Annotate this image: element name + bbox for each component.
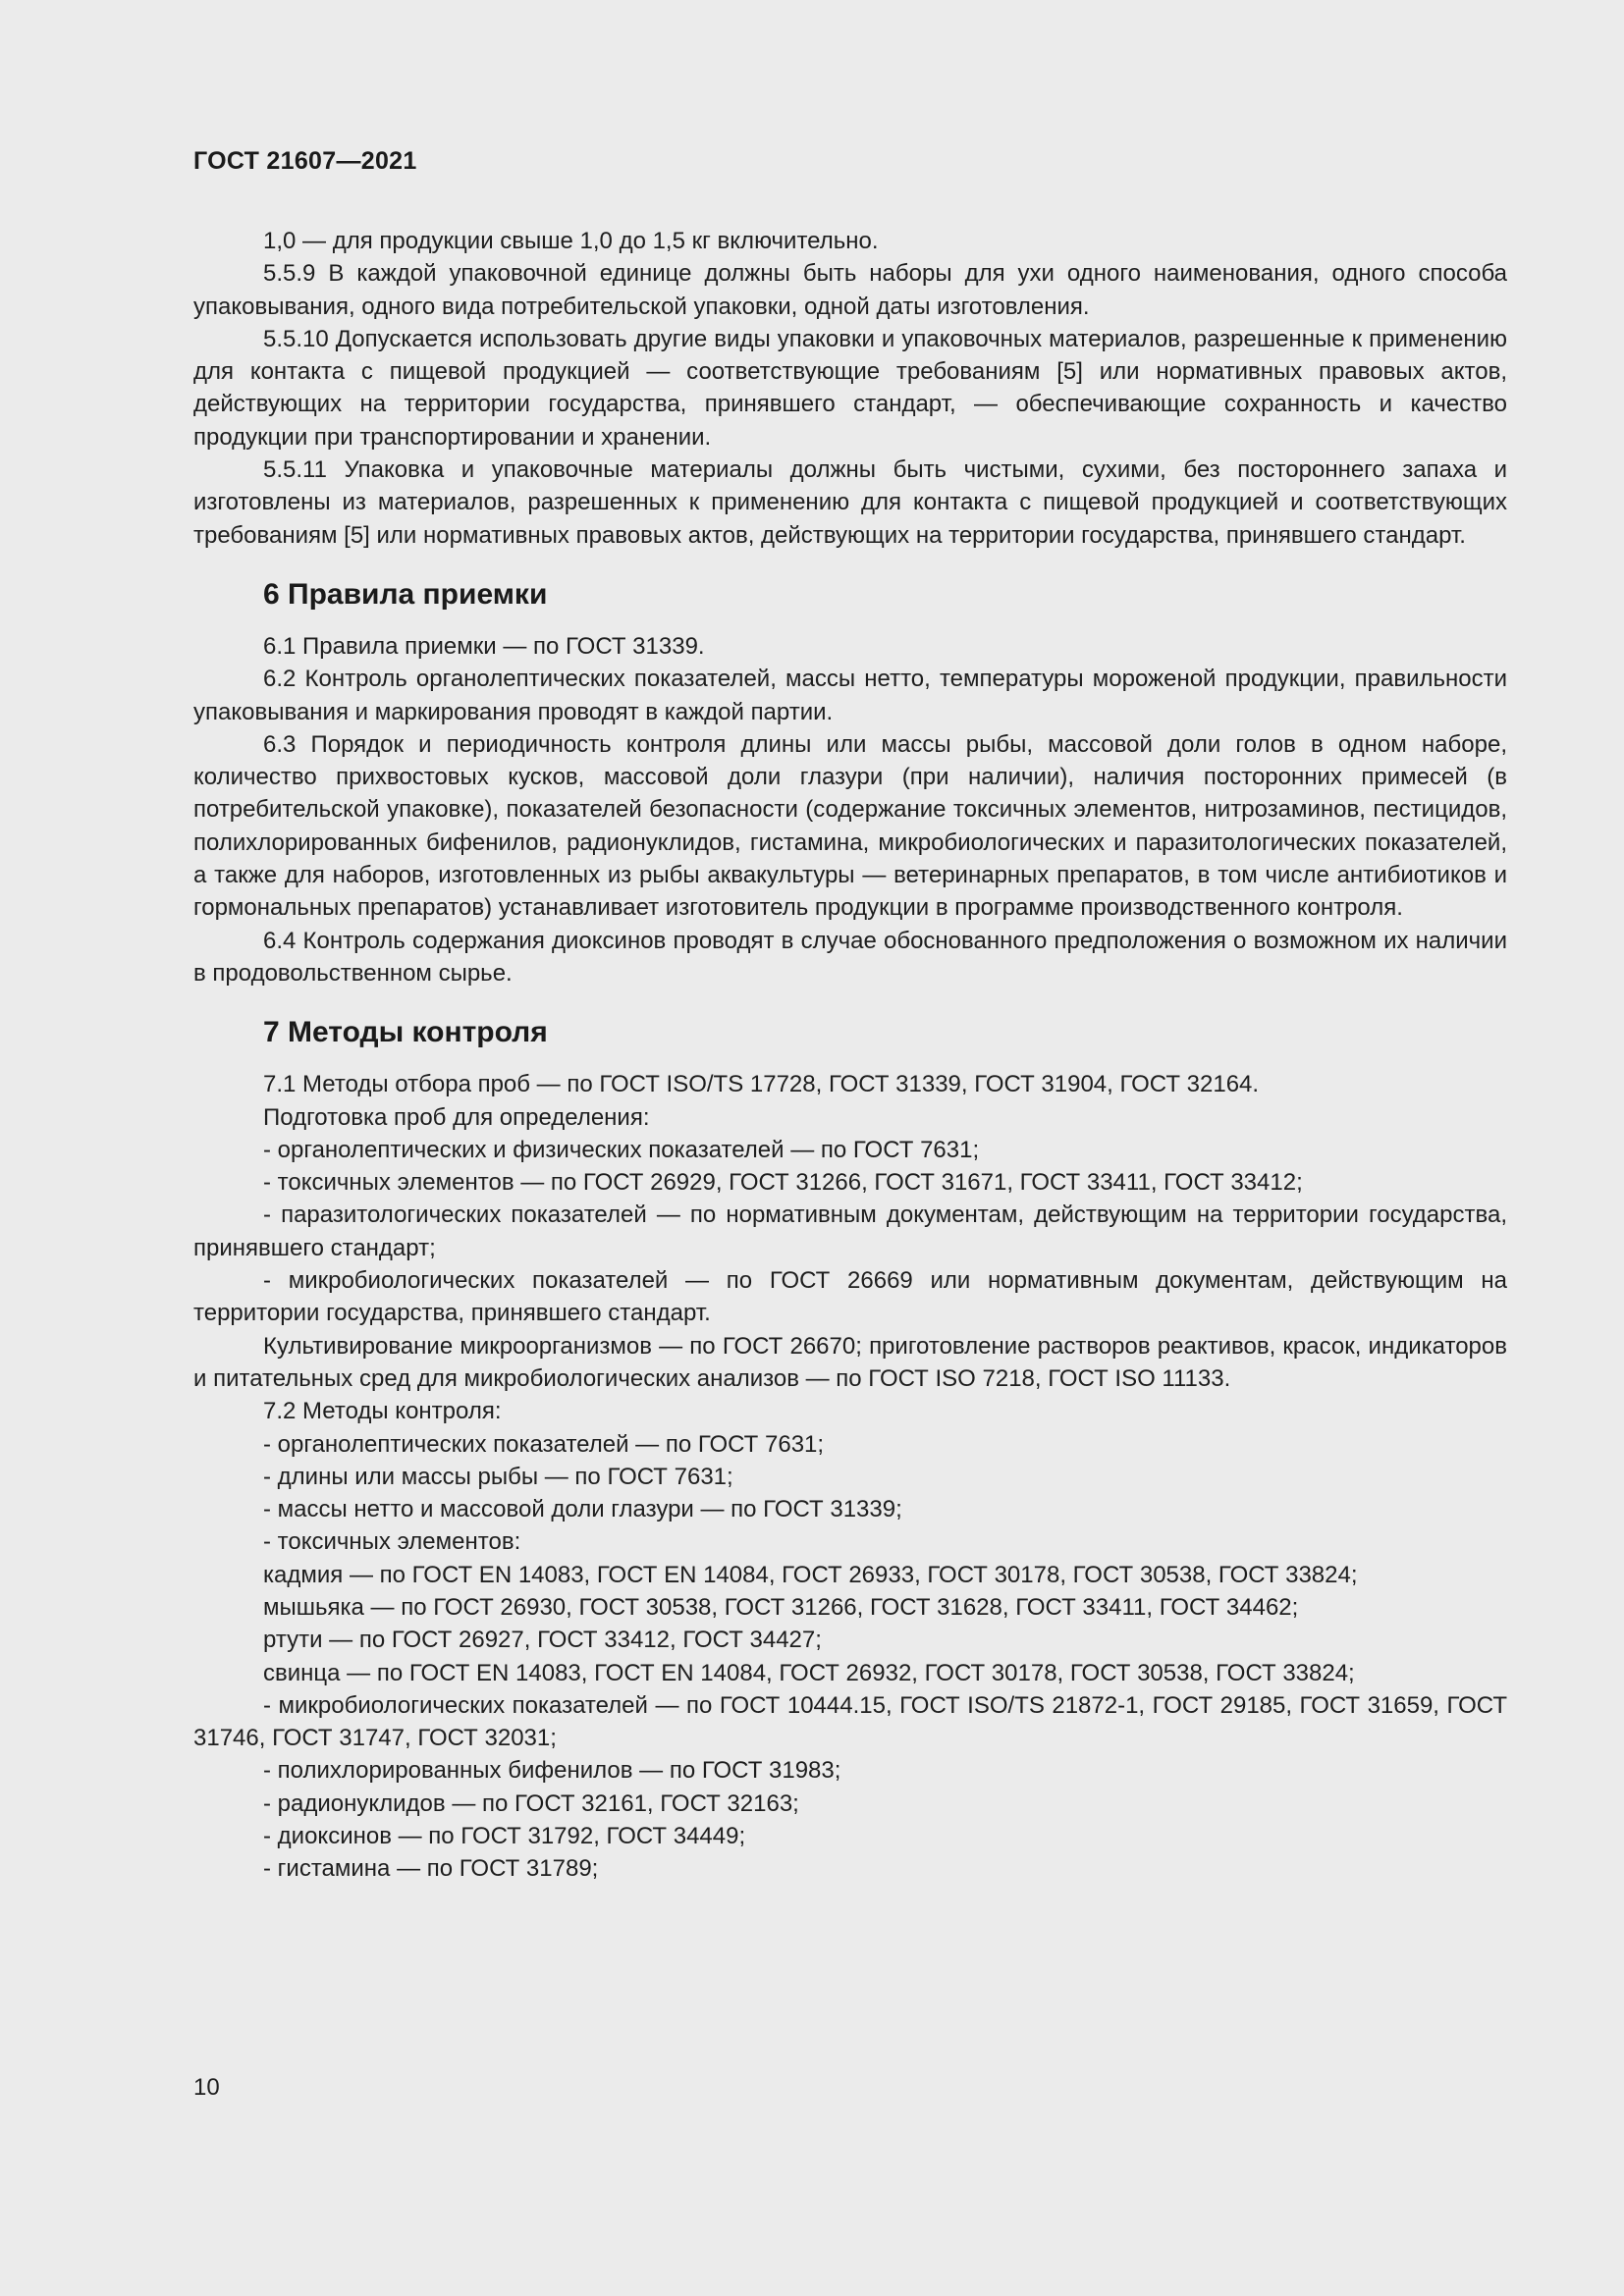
method-microbiological: - микробиологических показателей — по ГОСТ 10444.15, ГОСТ ISO/TS 21872-1, ГОСТ 29185, ГОСТ 31659, ГОСТ 31746, ГОСТ 31747, ГОСТ 32031; [193,1691,1507,1752]
sample-prep-toxic: - токсичных элементов — по ГОСТ 26929, ГОСТ 31266, ГОСТ 31671, ГОСТ 33411, ГОСТ 33412; [263,1169,1303,1197]
method-lead: свинца — по ГОСТ EN 14083, ГОСТ EN 14084, ГОСТ 26932, ГОСТ 30178, ГОСТ 30538, ГОСТ 33824; [263,1659,1355,1686]
method-pcb: - полихлорированных бифенилов — по ГОСТ 31983; [263,1757,841,1785]
paragraph-7-1: 7.1 Методы отбора проб — по ГОСТ ISO/TS 17728, ГОСТ 31339, ГОСТ 31904, ГОСТ 32164. [263,1071,1260,1098]
method-toxic-elements: - токсичных элементов: [263,1528,521,1556]
paragraph-6-1: 6.1 Правила приемки — по ГОСТ 31339. [263,632,705,660]
method-histamine: - гистамина — по ГОСТ 31789; [263,1855,599,1883]
method-length-mass: - длины или массы рыбы — по ГОСТ 7631; [263,1463,733,1490]
spacer [193,1050,1507,1068]
sample-prep-intro: Подготовка проб для определения: [263,1103,650,1131]
spacer [193,989,1507,1015]
method-radionuclides: - радионуклидов — по ГОСТ 32161, ГОСТ 32163; [263,1789,799,1817]
document-body [193,225,1507,1886]
paragraph-6-3: 6.3 Порядок и периодичность контроля длины или массы рыбы, массовой доли голов в одном наборе, количество прихвостовых кусков, массовой доли глазури (при наличии), наличия посторонних примесей (в потребительской упаковке), показателей безопасности (содержание токсичных элементов, нитрозаминов, пестицидов, полихлорированных бифенилов, радионуклидов, гистамина, микробиологических и паразитологических показателей, а также для наборов, изготовленных из рыбы аквакультуры — ветеринарных препаратов, в том числе антибиотиков и гормональных препаратов) устанавливает изготовитель продукции в программе производственного контроля. [193,730,1507,922]
method-organoleptic: - органолептических показателей — по ГОСТ 7631; [263,1430,825,1458]
page-number: 10 [193,2074,220,2101]
sample-prep-microbiological: - микробиологических показателей — по ГОСТ 26669 или нормативным документам, действующим на территории государства, принявшего стандарт. [193,1267,1507,1327]
method-cadmium: кадмия — по ГОСТ EN 14083, ГОСТ EN 14084, ГОСТ 26933, ГОСТ 30178, ГОСТ 30538, ГОСТ 33824; [263,1561,1358,1588]
section-6-heading: 6 Правила приемки [263,577,548,611]
paragraph-7-2: 7.2 Методы контроля: [263,1398,502,1425]
method-mercury: ртути — по ГОСТ 26927, ГОСТ 33412, ГОСТ 34427; [263,1627,822,1654]
section-7-heading: 7 Методы контроля [263,1016,548,1049]
sample-prep-parasitological: - паразитологических показателей — по нормативным документам, действующим на территории государства, принявшего стандарт; [193,1201,1507,1261]
paragraph-5-5-8-continuation: 1,0 — для продукции свыше 1,0 до 1,5 кг включительно. [263,228,879,254]
method-dioxins: - диоксинов — по ГОСТ 31792, ГОСТ 34449; [263,1823,746,1850]
method-arsenic: мышьяка — по ГОСТ 26930, ГОСТ 30538, ГОСТ 31266, ГОСТ 31628, ГОСТ 33411, ГОСТ 34462; [263,1593,1299,1621]
paragraph-5-5-11: 5.5.11 Упаковка и упаковочные материалы должны быть чистыми, сухими, без постороннего запаха и изготовлены из материалов, разрешенных к применению для контакта с пищевой продукцией и соответствующих требованиям [5] или нормативных правовых актов, действующих на территории государства, принявшего стандарт. [193,456,1507,549]
spacer [193,613,1507,630]
paragraph-6-2: 6.2 Контроль органолептических показателей, массы нетто, температуры мороженой продукции, правильности упаковывания и маркирования проводят в каждой партии. [193,666,1507,725]
paragraph-5-5-10: 5.5.10 Допускается использовать другие виды упаковки и упаковочных материалов, разрешенные к применению для контакта с пищевой продукцией — соответствующие требованиям [5] или нормативных правовых актов, действующих на территории государства, принявшего стандарт, — обеспечивающие сохранность и качество продукции при транспортировании и хранении. [193,325,1507,451]
sample-prep-organoleptic: - органолептических и физических показателей — по ГОСТ 7631; [263,1136,980,1163]
method-net-mass-glaze: - массы нетто и массовой доли глазури — по ГОСТ 31339; [263,1496,902,1523]
cultivation-paragraph: Культивирование микроорганизмов — по ГОСТ 26670; приготовление растворов реактивов, красок, индикаторов и питательных сред для микробиологических анализов — по ГОСТ ISO 7218, ГОСТ ISO 11133. [193,1332,1507,1392]
document-code-header: ГОСТ 21607—2021 [193,147,417,175]
paragraph-5-5-9: 5.5.9 В каждой упаковочной единице должны быть наборы для ухи одного наименования, одного способа упаковывания, одного вида потребительской упаковки, одной даты изготовления. [193,260,1507,320]
paragraph-6-4: 6.4 Контроль содержания диоксинов проводят в случае обоснованного предположения о возможном их наличии в продовольственном сырье. [193,927,1507,987]
spacer [193,552,1507,577]
